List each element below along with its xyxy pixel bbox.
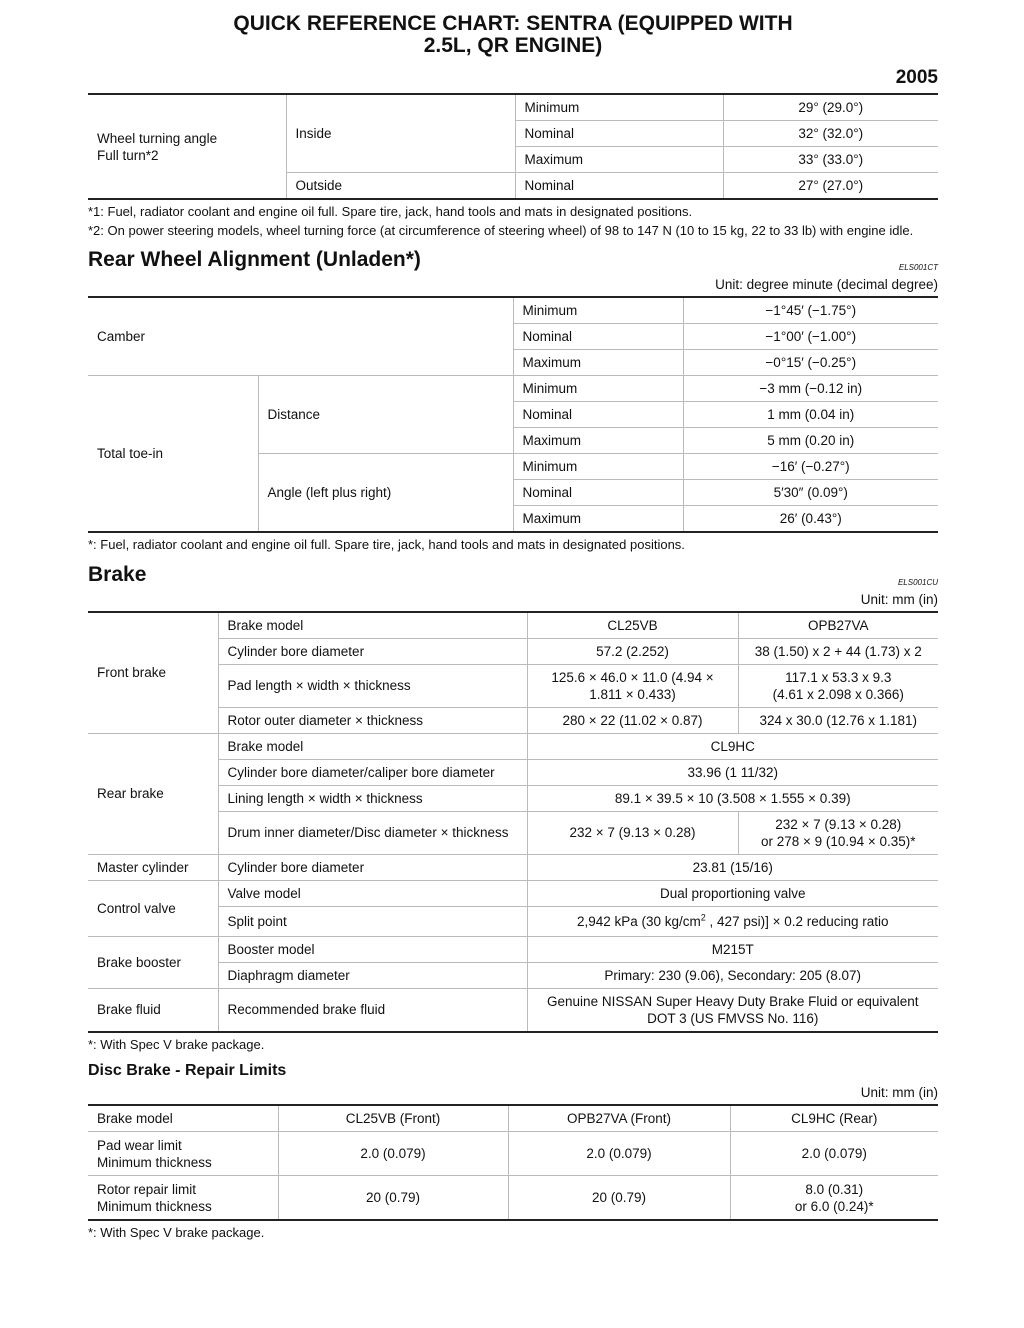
limit-value: 2.0 (0.079) xyxy=(730,1132,938,1176)
wheel-turning-label: Wheel turning angle Full turn*2 xyxy=(88,94,286,199)
rear-alignment-table xyxy=(88,296,938,533)
title-line-2: 2.5L, QR ENGINE) xyxy=(423,34,603,57)
spec-label: Split point xyxy=(218,906,527,936)
footnote: *2: On power steering models, wheel turning force (at circumference of steering wheel) of 98 to 147 N (10 to 15 kg, 22 to 33 lb) with engine idle. xyxy=(88,222,914,238)
level-cell: Minimum xyxy=(515,94,723,121)
level-cell: Nominal xyxy=(513,402,683,428)
limit-value: 20 (0.79) xyxy=(508,1176,730,1221)
column-header: Brake model xyxy=(88,1105,278,1132)
control-valve-label: Control valve xyxy=(88,880,218,936)
section-code: ELS001CT xyxy=(898,263,938,272)
spec-value: OPB27VA xyxy=(738,612,938,639)
level-cell: Maximum xyxy=(513,350,683,376)
brake-table xyxy=(88,611,938,1033)
front-brake-label: Front brake xyxy=(88,612,218,734)
level-cell: Minimum xyxy=(513,376,683,402)
wheel-turning-table xyxy=(88,93,938,200)
distance-label: Distance xyxy=(258,376,513,454)
master-cylinder-label: Master cylinder xyxy=(88,854,218,880)
spec-value: 89.1 × 39.5 × 10 (3.508 × 1.555 × 0.39) xyxy=(527,785,938,811)
title-line-1: QUICK REFERENCE CHART: SENTRA (EQUIPPED WITH xyxy=(233,12,793,35)
spec-label: Rotor outer diameter × thickness xyxy=(218,707,527,733)
spec-value: Dual proportioning valve xyxy=(527,880,938,906)
spec-value: Genuine NISSAN Super Heavy Duty Brake Fluid or equivalent DOT 3 (US FMVSS No. 116) xyxy=(527,988,938,1032)
section-title: Rear Wheel Alignment (Unladen*) xyxy=(88,248,421,271)
outside-label: Outside xyxy=(286,173,515,200)
rear-alignment-heading xyxy=(88,248,938,272)
spec-label: Drum inner diameter/Disc diameter × thickness xyxy=(218,811,527,854)
row-label: Rotor repair limit Minimum thickness xyxy=(88,1176,278,1221)
column-header: CL25VB (Front) xyxy=(278,1105,508,1132)
spec-label: Brake model xyxy=(218,612,527,639)
spec-value: CL25VB xyxy=(527,612,738,639)
value-cell: 29° (29.0°) xyxy=(723,94,938,121)
spec-value: Primary: 230 (9.06), Secondary: 205 (8.07) xyxy=(527,962,938,988)
angle-label: Angle (left plus right) xyxy=(258,454,513,533)
page xyxy=(88,0,938,1243)
spec-label: Valve model xyxy=(218,880,527,906)
inside-label: Inside xyxy=(286,94,515,173)
level-cell: Maximum xyxy=(513,506,683,533)
rear-brake-label: Rear brake xyxy=(88,733,218,854)
total-toe-label: Total toe-in xyxy=(88,376,258,533)
limit-value: 2.0 (0.079) xyxy=(508,1132,730,1176)
level-cell: Maximum xyxy=(515,147,723,173)
level-cell: Nominal xyxy=(515,121,723,147)
column-header: OPB27VA (Front) xyxy=(508,1105,730,1132)
limit-value: 20 (0.79) xyxy=(278,1176,508,1221)
value-cell: −1°00′ (−1.00°) xyxy=(683,324,938,350)
spec-value: 117.1 x 53.3 x 9.3 (4.61 x 2.098 x 0.366) xyxy=(738,664,938,707)
column-header: CL9HC (Rear) xyxy=(730,1105,938,1132)
value-cell: −0°15′ (−0.25°) xyxy=(683,350,938,376)
disc-limits-heading: Disc Brake - Repair Limits xyxy=(88,1062,287,1079)
row-label: Pad wear limit Minimum thickness xyxy=(88,1132,278,1176)
wheel-turning-notes xyxy=(88,203,938,240)
brake-heading xyxy=(88,563,938,587)
spec-label: Cylinder bore diameter xyxy=(218,638,527,664)
level-cell: Nominal xyxy=(513,480,683,506)
value-cell: 1 mm (0.04 in) xyxy=(683,402,938,428)
spec-value: 232 × 7 (9.13 × 0.28) xyxy=(527,811,738,854)
level-cell: Nominal xyxy=(515,173,723,200)
level-cell: Nominal xyxy=(513,324,683,350)
spec-value: 232 × 7 (9.13 × 0.28) or 278 × 9 (10.94 × 0.35)* xyxy=(738,811,938,854)
spec-label: Diaphragm diameter xyxy=(218,962,527,988)
spec-value: 33.96 (1 11/32) xyxy=(527,759,938,785)
spec-value: 57.2 (2.252) xyxy=(527,638,738,664)
level-cell: Minimum xyxy=(513,297,683,324)
level-cell: Minimum xyxy=(513,454,683,480)
unit-label: Unit: degree minute (decimal degree) xyxy=(715,277,938,292)
value-cell: 5 mm (0.20 in) xyxy=(683,428,938,454)
spec-label: Lining length × width × thickness xyxy=(218,785,527,811)
value-cell: 5′30″ (0.09°) xyxy=(683,480,938,506)
camber-label: Camber xyxy=(88,297,513,376)
spec-value: 38 (1.50) x 2 + 44 (1.73) x 2 xyxy=(738,638,938,664)
spec-label: Cylinder bore diameter xyxy=(218,854,527,880)
section-code: ELS001CU xyxy=(897,577,938,587)
spec-label: Brake model xyxy=(218,733,527,759)
unit-label: Unit: mm (in) xyxy=(860,591,938,607)
disc-limits-table xyxy=(88,1104,938,1221)
value-cell: 32° (32.0°) xyxy=(723,121,938,147)
level-cell: Maximum xyxy=(513,428,683,454)
page-title xyxy=(88,13,938,57)
footnote: *1: Fuel, radiator coolant and engine oil full. Spare tire, jack, hand tools and mats in designated positions. xyxy=(88,204,693,219)
section-title: Brake xyxy=(88,562,147,586)
spec-label: Recommended brake fluid xyxy=(218,988,527,1032)
model-year: 2005 xyxy=(895,67,938,88)
footnote: *: Fuel, radiator coolant and engine oil full. Spare tire, jack, hand tools and mats in designated positions. xyxy=(88,537,685,552)
value-cell: −16′ (−0.27°) xyxy=(683,454,938,480)
footnote: *: With Spec V brake package. xyxy=(88,1225,265,1240)
value-cell: −1°45′ (−1.75°) xyxy=(683,297,938,324)
limit-value: 8.0 (0.31) or 6.0 (0.24)* xyxy=(730,1176,938,1221)
split-point-value: 2,942 kPa (30 $kg/cm^2$ , 427 psi)] × 0.2 reducing ratio xyxy=(527,906,938,936)
spec-value: 280 × 22 (11.02 × 0.87) xyxy=(527,707,738,733)
brake-booster-label: Brake booster xyxy=(88,936,218,988)
value-cell: −3 mm (−0.12 in) xyxy=(683,376,938,402)
spec-value: M215T xyxy=(527,936,938,962)
spec-value: 23.81 (15/16) xyxy=(527,854,938,880)
unit-label: Unit: mm (in) xyxy=(860,1085,938,1100)
spec-label: Cylinder bore diameter/caliper bore diameter xyxy=(218,759,527,785)
spec-label: Booster model xyxy=(218,936,527,962)
value-cell: 26′ (0.43°) xyxy=(683,506,938,533)
limit-value: 2.0 (0.079) xyxy=(278,1132,508,1176)
brake-fluid-label: Brake fluid xyxy=(88,988,218,1032)
spec-value: 324 x 30.0 (12.76 x 1.181) xyxy=(738,707,938,733)
value-cell: 33° (33.0°) xyxy=(723,147,938,173)
footnote: *: With Spec V brake package. xyxy=(88,1036,265,1052)
spec-label: Pad length × width × thickness xyxy=(218,664,527,707)
spec-value: CL9HC xyxy=(527,733,938,759)
spec-value: 125.6 × 46.0 × 11.0 (4.94 × 1.811 × 0.433) xyxy=(527,664,738,707)
value-cell: 27° (27.0°) xyxy=(723,173,938,200)
